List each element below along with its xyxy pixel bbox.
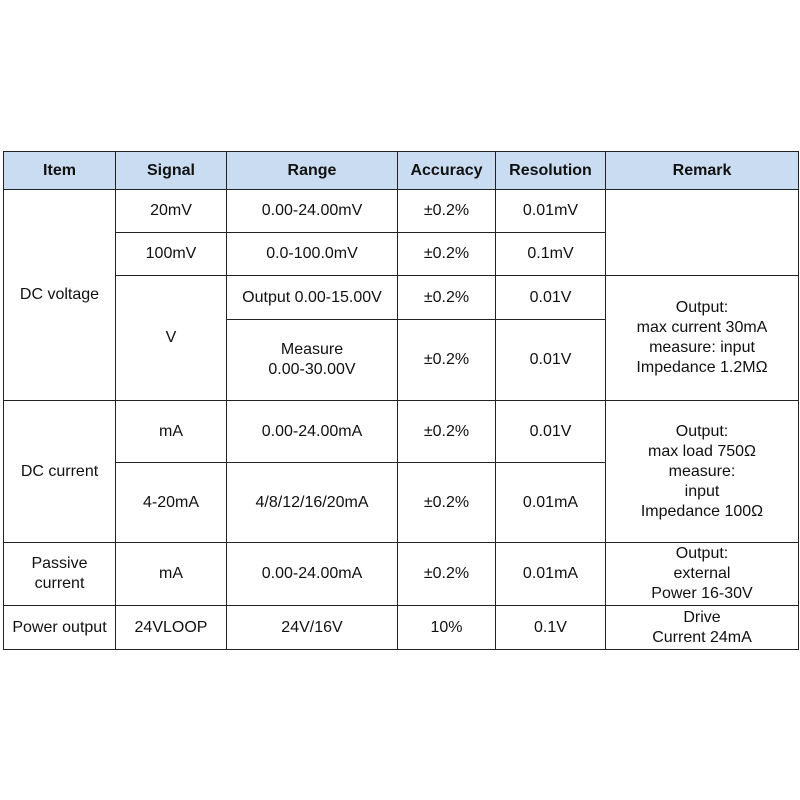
remark-cell — [606, 401, 799, 543]
header-item: Item — [4, 152, 116, 190]
accuracy-cell: ±0.2% — [398, 401, 496, 463]
table-row — [4, 276, 799, 320]
table-row — [4, 401, 799, 463]
remark-output-text: Output: max load 750Ω — [647, 422, 757, 460]
table-row — [4, 543, 799, 606]
header-range: Range — [227, 152, 398, 190]
accuracy-cell: ±0.2% — [398, 276, 496, 320]
resolution-cell: 0.01mA — [496, 543, 606, 606]
signal-cell: mA — [116, 401, 227, 463]
accuracy-cell: ±0.2% — [398, 233, 496, 276]
accuracy-cell: ±0.2% — [398, 320, 496, 401]
remark-measure-text: measure: input Impedance 100Ω — [640, 462, 764, 520]
accuracy-cell: 10% — [398, 606, 496, 650]
accuracy-cell: ±0.2% — [398, 543, 496, 606]
resolution-cell: 0.01V — [496, 401, 606, 463]
header-accuracy: Accuracy — [398, 152, 496, 190]
signal-cell: 100mV — [116, 233, 227, 276]
signal-cell: 4-20mA — [116, 463, 227, 543]
header-signal: Signal — [116, 152, 227, 190]
accuracy-cell: ±0.2% — [398, 463, 496, 543]
item-dc-voltage: DC voltage — [4, 190, 116, 401]
range-cell: 0.0-100.0mV — [227, 233, 398, 276]
resolution-cell: 0.1mV — [496, 233, 606, 276]
range-cell: 24V/16V — [227, 606, 398, 650]
signal-cell: 20mV — [116, 190, 227, 233]
header-remark: Remark — [606, 152, 799, 190]
resolution-cell: 0.1V — [496, 606, 606, 650]
accuracy-cell: ±0.2% — [398, 190, 496, 233]
range-cell: 0.00-24.00mA — [227, 401, 398, 463]
range-cell: Output 0.00-15.00V — [227, 276, 398, 320]
range-cell: 0.00-24.00mA — [227, 543, 398, 606]
item-power-output: Power output — [4, 606, 116, 650]
resolution-cell: 0.01V — [496, 320, 606, 401]
header-resolution: Resolution — [496, 152, 606, 190]
range-cell: 4/8/12/16/20mA — [227, 463, 398, 543]
item-dc-current: DC current — [4, 401, 116, 543]
resolution-cell: 0.01V — [496, 276, 606, 320]
remark-cell-empty — [606, 190, 799, 276]
item-passive-current: Passive current — [4, 543, 116, 606]
range-cell: Measure 0.00-30.00V — [227, 320, 398, 401]
table-row — [4, 190, 799, 233]
range-cell: 0.00-24.00mV — [227, 190, 398, 233]
signal-cell: V — [116, 276, 227, 401]
remark-cell: Output: max current 30mA measure: input Impedance 1.2MΩ — [606, 276, 799, 401]
signal-cell: mA — [116, 543, 227, 606]
header-row — [4, 152, 799, 190]
remark-cell: Output: external Power 16-30V — [606, 543, 799, 606]
specification-table — [3, 151, 799, 650]
resolution-cell: 0.01mV — [496, 190, 606, 233]
signal-cell: 24VLOOP — [116, 606, 227, 650]
table-row — [4, 606, 799, 650]
remark-cell: Drive Current 24mA — [606, 606, 799, 650]
resolution-cell: 0.01mA — [496, 463, 606, 543]
